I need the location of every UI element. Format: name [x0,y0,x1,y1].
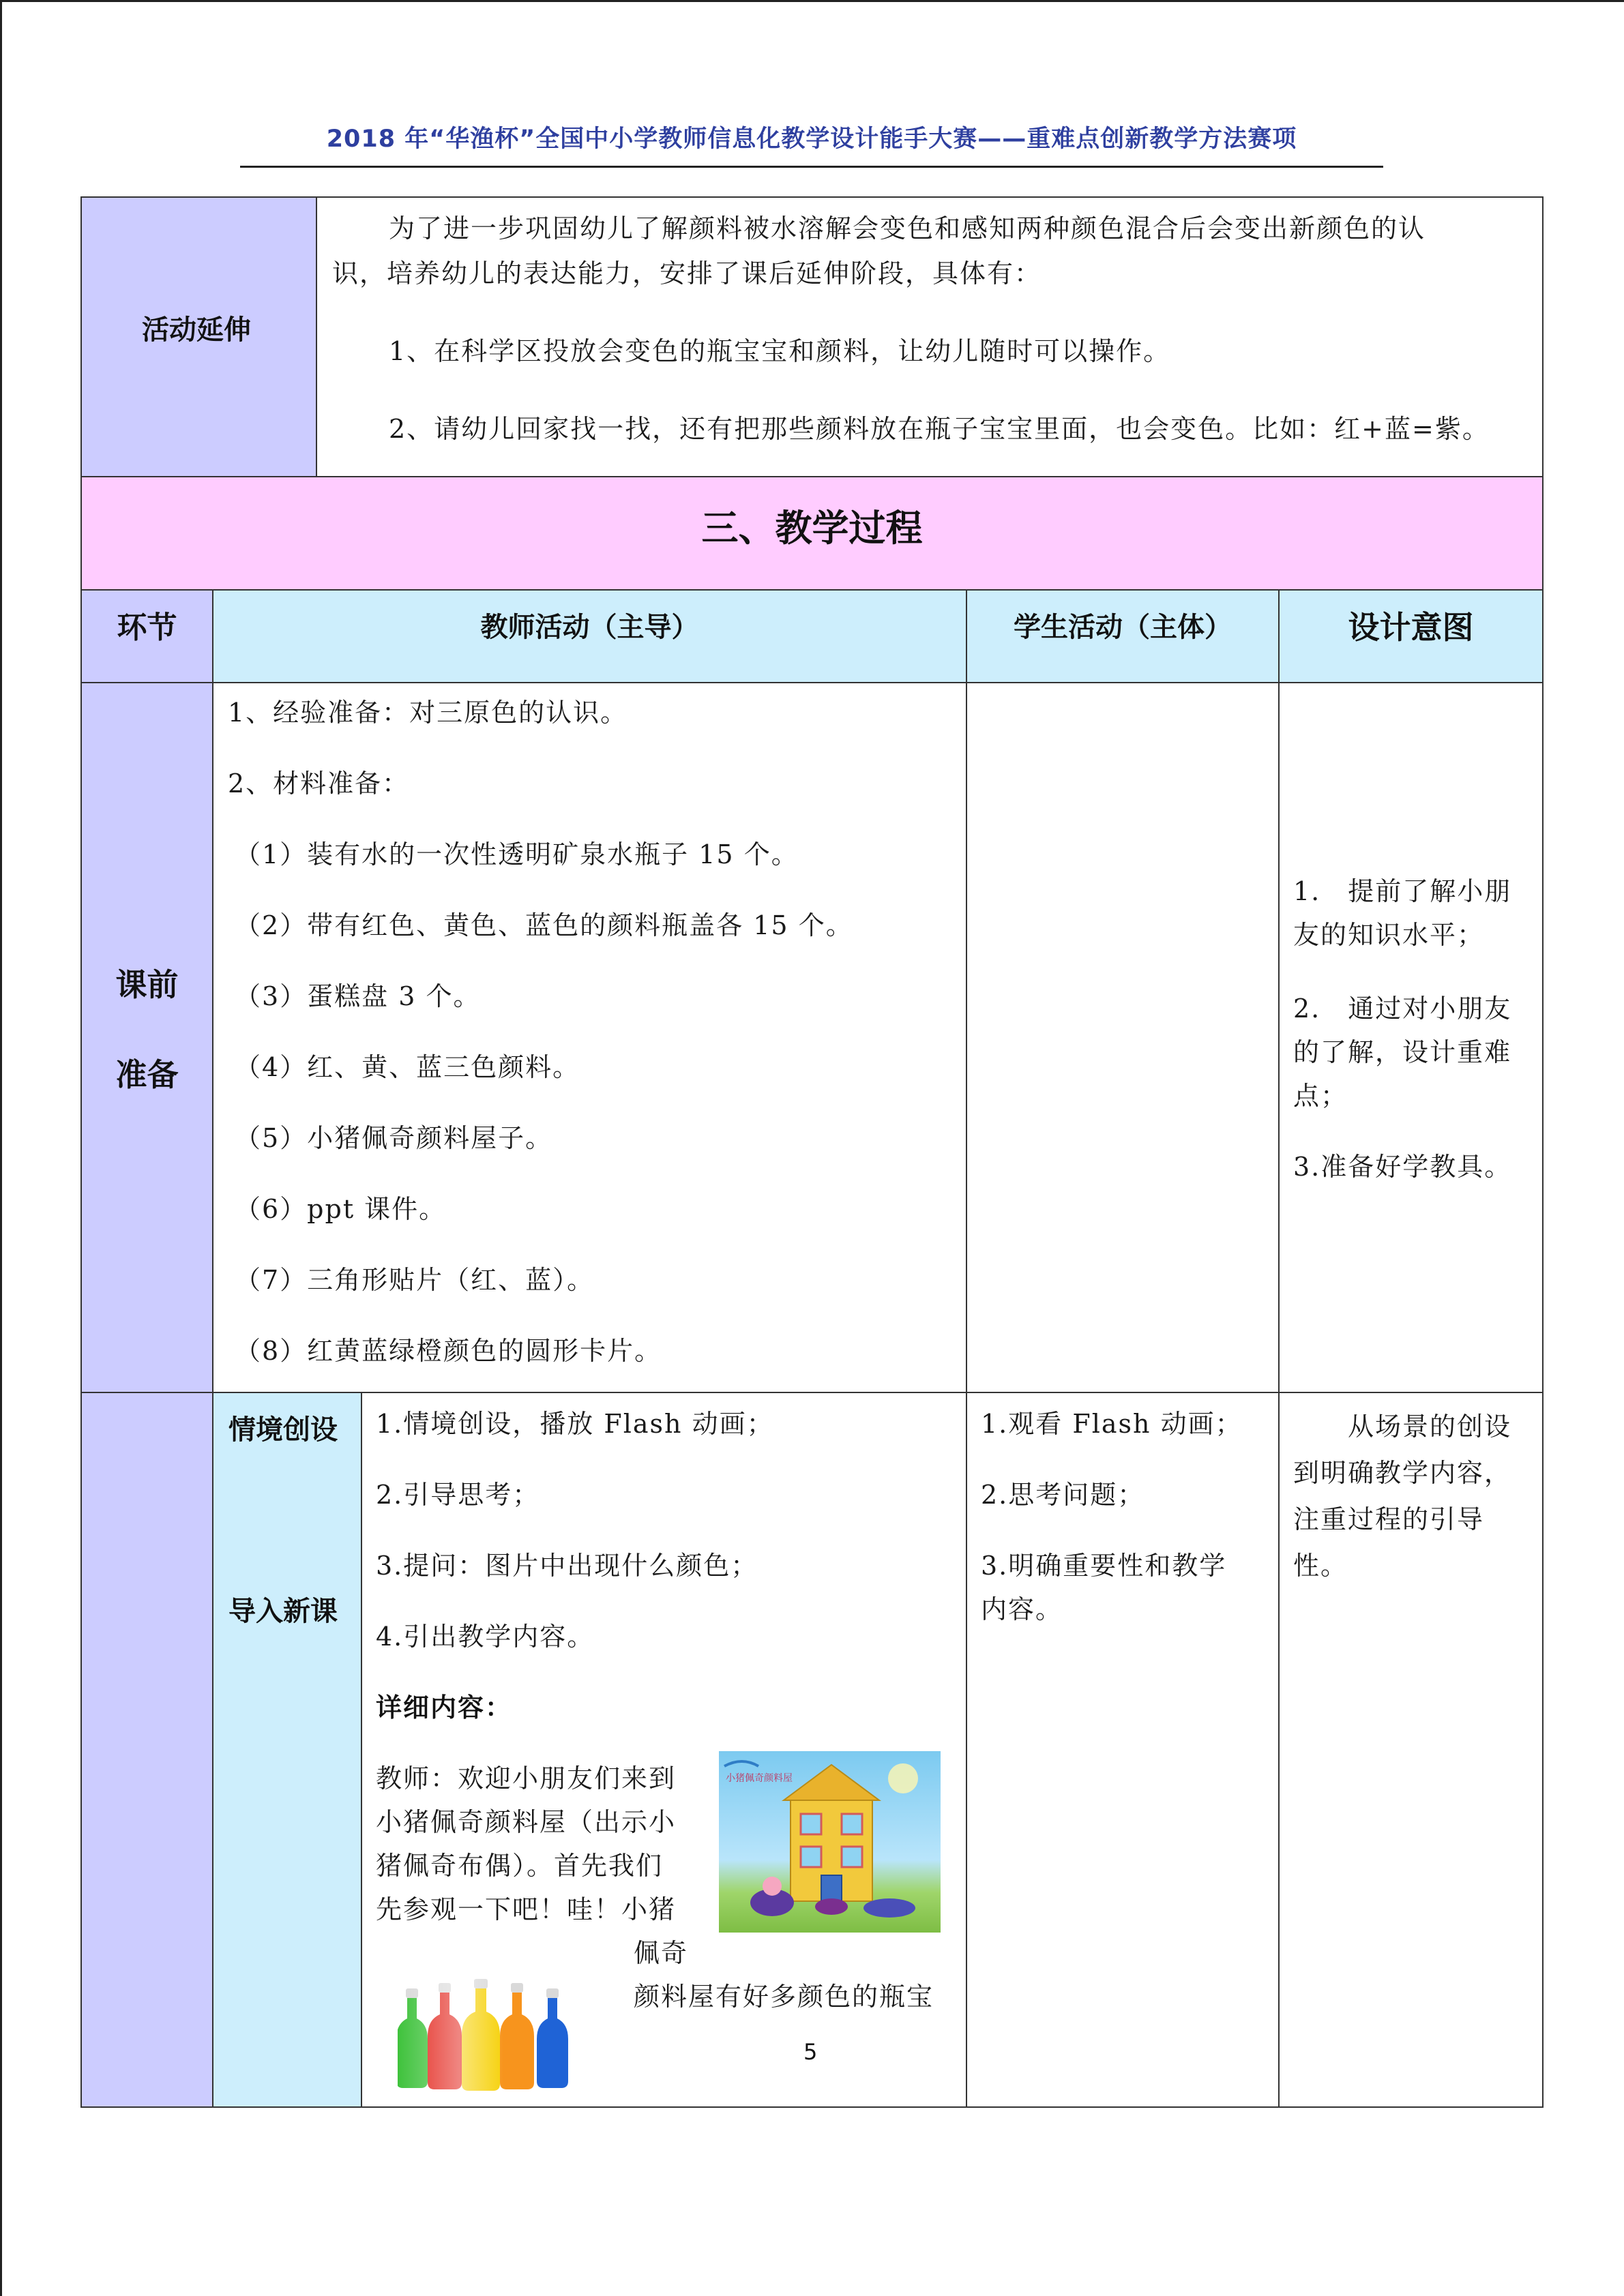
document-header-title: 2018 年“华渔杯”全国中小学教师信息化教学设计能手大赛——重难点创新教学方法赛项 [326,125,1297,153]
prep-item: （8）红黄蓝绿橙颜色的圆形卡片。 [235,1336,662,1366]
intro-intent-cell [1278,1392,1544,2108]
intro-intent-line: 到明确教学内容， [1293,1458,1512,1488]
header-rule [240,166,1383,168]
intro-detail-line: 佩奇 [634,1938,689,1968]
intro-stage-cell [80,1392,213,2108]
intro-teacher-item: 3.提问：图片中出现什么颜色； [376,1551,758,1581]
intro-detail-line: 小猪佩奇颜料屋（出示小 [376,1807,677,1837]
intro-student-item: 内容。 [981,1594,1063,1624]
intro-intent-line: 性。 [1293,1551,1348,1581]
th-intent-cell [1278,589,1544,683]
prep-item: （5）小猪佩奇颜料屋子。 [235,1123,553,1153]
prep-item: 2、材料准备： [228,769,410,799]
prep-intent-cell [1278,682,1544,1393]
prep-item: （4）红、黄、蓝三色颜料。 [235,1052,580,1082]
extension-item-1: 1、在科学区投放会变色的瓶宝宝和颜料，让幼儿随时可以操作。 [389,336,1171,366]
intro-sublabel-2: 导入新课 [228,1596,338,1627]
th-student: 学生活动（主体） [1014,612,1232,643]
prep-teacher-cell [212,682,967,1393]
prep-item: （7）三角形贴片（红、蓝）。 [235,1265,595,1295]
intro-intent-line: 注重过程的引导 [1293,1504,1485,1534]
intro-student-item: 3.明确重要性和教学 [981,1551,1227,1581]
color-bottles-image [398,1976,574,2092]
prep-intent-line: 点； [1293,1081,1348,1111]
section-title: 三、教学过程 [701,507,923,550]
prep-intent-line: 友的知识水平； [1293,920,1485,950]
intro-student-item: 2.思考问题； [981,1480,1145,1510]
prep-intent-line: 1. 提前了解小朋 [1293,876,1512,906]
prep-student-cell [966,682,1280,1393]
th-stage-cell [80,589,213,683]
extension-label: 活动延伸 [142,314,251,346]
th-student-cell [966,589,1280,683]
extension-item-2: 2、请幼儿回家找一找，还有把那些颜料放在瓶子宝宝里面，也会变色。比如：红+蓝=紫。 [389,414,1490,444]
prep-intent-line: 2. 通过对小朋友 [1293,994,1512,1024]
prep-label-line1: 课前 [115,966,179,1003]
page-border-top [0,0,1624,2]
prep-label-cell [80,682,213,1393]
extension-label-cell [80,196,317,477]
prep-intent-line: 3.准备好学教具。 [1293,1152,1512,1182]
page-number: 5 [803,2039,818,2065]
intro-student-item: 1.观看 Flash 动画； [981,1409,1243,1439]
th-stage: 环节 [117,610,177,645]
extension-intro-line1: 为了进一步巩固幼儿了解颜料被水溶解会变色和感知两种颜色混合后会变出新颜色的认 [389,213,1426,243]
intro-student-cell [966,1392,1280,2108]
house-illustration [719,1751,941,1933]
prep-item: （1）装有水的一次性透明矿泉水瓶子 15 个。 [235,839,799,869]
prep-item: 1、经验准备：对三原色的认识。 [228,698,628,728]
bottles-illustration [398,1976,574,2092]
intro-intent-line: 从场景的创设 [1293,1412,1512,1442]
intro-detail-line: 先参观一下吧！哇！小猪 [376,1894,677,1924]
prep-item: （3）蛋糕盘 3 个。 [235,981,481,1011]
intro-detail-label: 详细内容： [376,1693,513,1723]
intro-teacher-item: 1.情境创设，播放 Flash 动画； [376,1409,774,1439]
page-border-left [0,0,2,2296]
extension-intro-line2: 识，培养幼儿的表达能力，安排了课后延伸阶段，具体有： [332,258,1042,288]
intro-sublabel-1: 情境创设 [228,1414,338,1446]
extension-content-cell [316,196,1544,477]
th-teacher-cell [212,589,967,683]
prep-item: （2）带有红色、黄色、蓝色的颜料瓶盖各 15 个。 [235,910,853,940]
prep-intent-line: 的了解，设计重难 [1293,1037,1512,1067]
intro-teacher-item: 2.引导思考； [376,1480,540,1510]
prep-label-line2: 准备 [115,1056,179,1093]
intro-sublabel-cell [212,1392,362,2108]
th-intent: 设计意图 [1348,609,1474,646]
th-teacher: 教师活动（主导） [480,612,699,643]
peppa-color-house-image [719,1751,941,1933]
intro-detail-line: 颜料屋有好多颜色的瓶宝 [634,1982,934,2012]
prep-item: （6）ppt 课件。 [235,1194,447,1224]
section-title-cell [80,476,1544,591]
house-image-caption: 小猪佩奇颜料屋 [726,1773,793,1784]
intro-detail-line: 猪佩奇布偶）。首先我们 [376,1851,664,1881]
intro-detail-line: 教师：欢迎小朋友们来到 [376,1763,677,1793]
intro-teacher-item: 4.引出教学内容。 [376,1622,595,1652]
